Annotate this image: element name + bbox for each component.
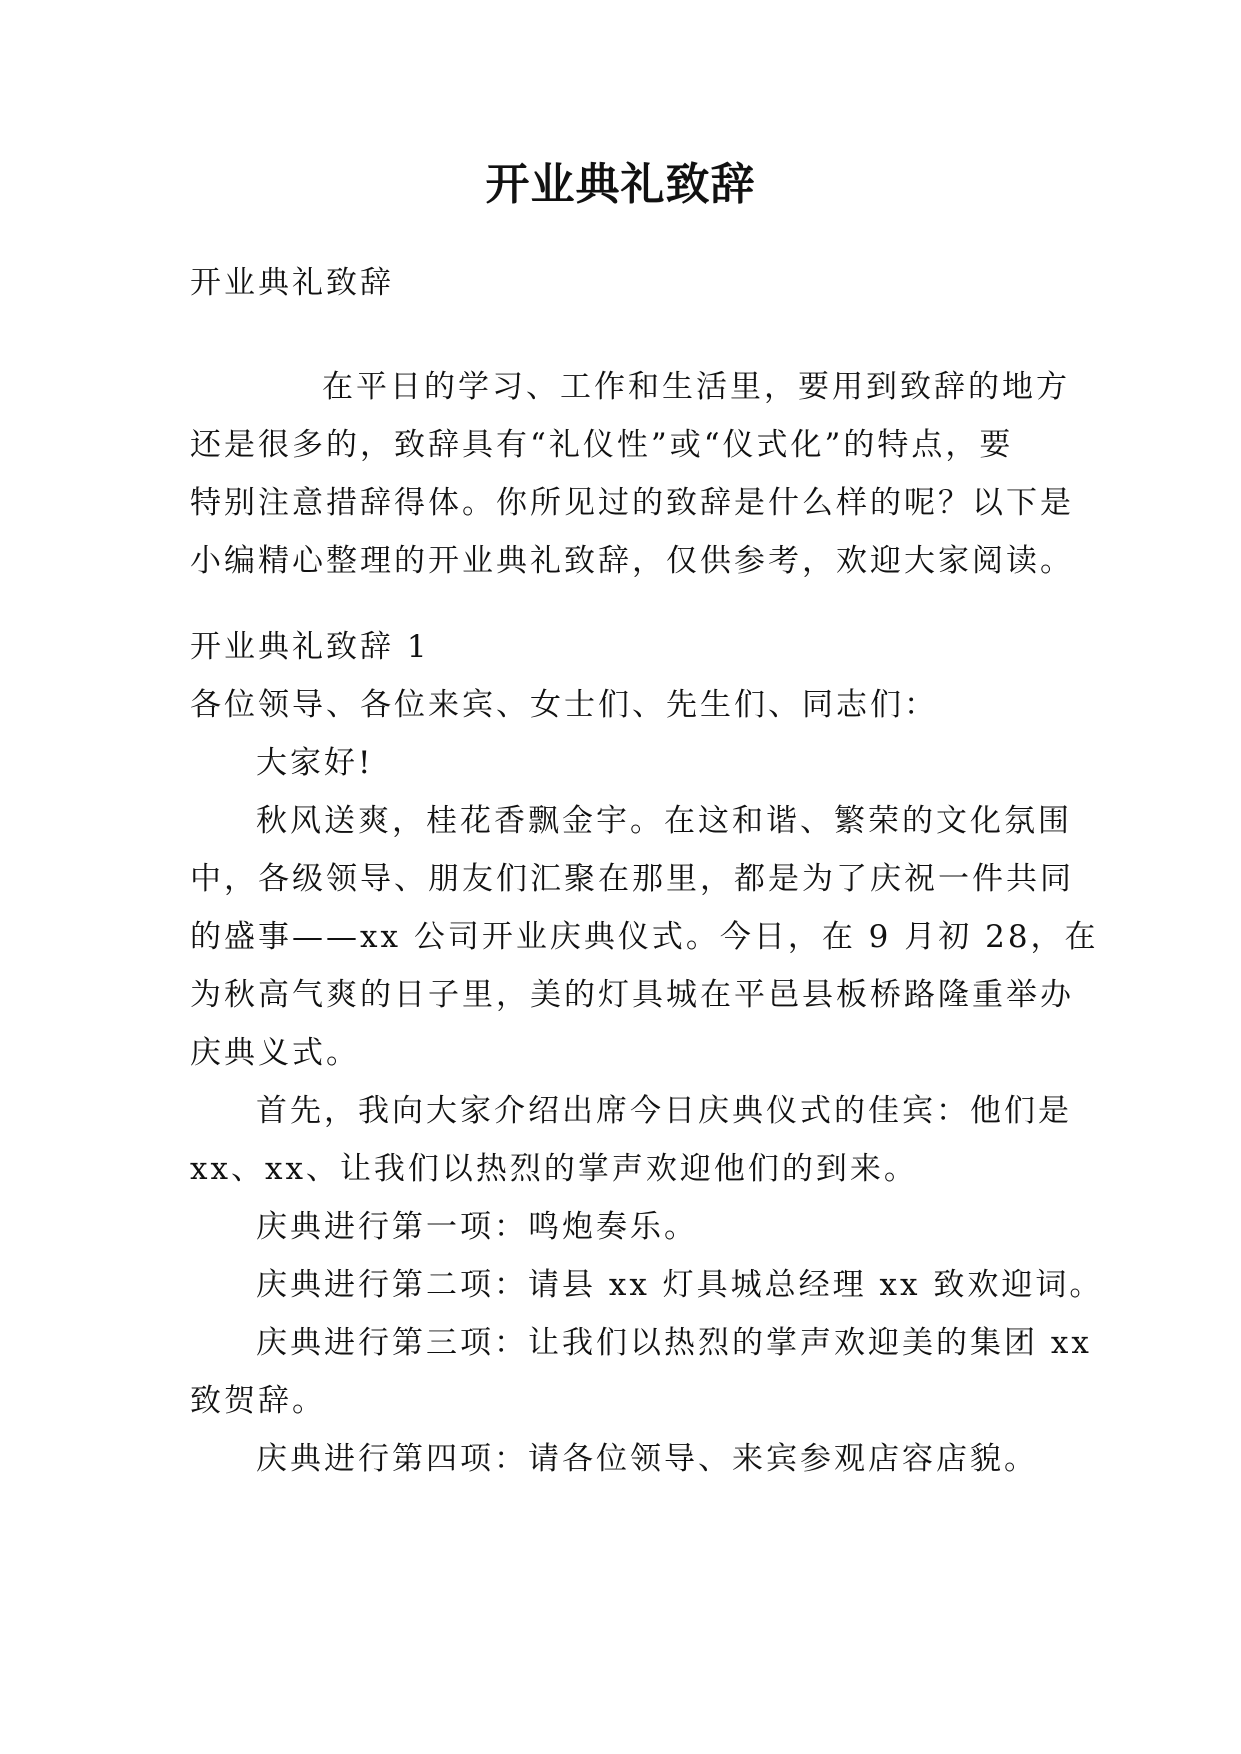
ceremony-item: 庆典进行第四项：请各位领导、来宾参观店容店貌。 [256, 1441, 1038, 1477]
paragraph-line: 为秋高气爽的日子里，美的灯具城在平邑县板桥路隆重举办 [190, 977, 1074, 1013]
intro-paragraph [190, 358, 1074, 590]
ceremony-item: 庆典进行第二项：请县 xx 灯具城总经理 xx 致欢迎词。 [256, 1267, 1104, 1303]
greeting: 大家好! [256, 745, 374, 781]
paragraph-line: 的盛事——xx 公司开业庆典仪式。今日，在 9 月初 28，在 [190, 919, 1099, 955]
intro-line: 还是很多的，致辞具有“礼仪性”或“仪式化”的特点，要 [190, 427, 1014, 463]
ceremony-item: 致贺辞。 [190, 1383, 326, 1419]
paragraph-line: 首先，我向大家介绍出席今日庆典仪式的佳宾：他们是 [256, 1093, 1072, 1129]
document-title: 开业典礼致辞 [485, 159, 756, 210]
paragraph-line: 庆典义式。 [190, 1035, 360, 1071]
section-heading: 开业典礼致辞 1 [190, 629, 430, 665]
speech-body [190, 618, 1104, 1488]
salutation: 各位领导、各位来宾、女士们、先生们、同志们： [190, 687, 938, 723]
subtitle-line: 开业典礼致辞 [190, 265, 394, 301]
intro-line: 在平日的学习、工作和生活里，要用到致辞的地方 [322, 369, 1070, 405]
paragraph-line: 秋风送爽，桂花香飘金宇。在这和谐、繁荣的文化氛围 [256, 803, 1072, 839]
ceremony-item: 庆典进行第三项：让我们以热烈的掌声欢迎美的集团 xx [256, 1325, 1092, 1361]
paragraph-line: xx、xx、让我们以热烈的掌声欢迎他们的到来。 [190, 1151, 918, 1187]
document-subtitle [190, 254, 1060, 312]
intro-line: 特别注意措辞得体。你所见过的致辞是什么样的呢？以下是 [190, 485, 1074, 521]
ceremony-item: 庆典进行第一项：鸣炮奏乐。 [256, 1209, 698, 1245]
paragraph-line: 中，各级领导、朋友们汇聚在那里，都是为了庆祝一件共同 [190, 861, 1074, 897]
intro-line: 小编精心整理的开业典礼致辞，仅供参考，欢迎大家阅读。 [190, 543, 1074, 579]
